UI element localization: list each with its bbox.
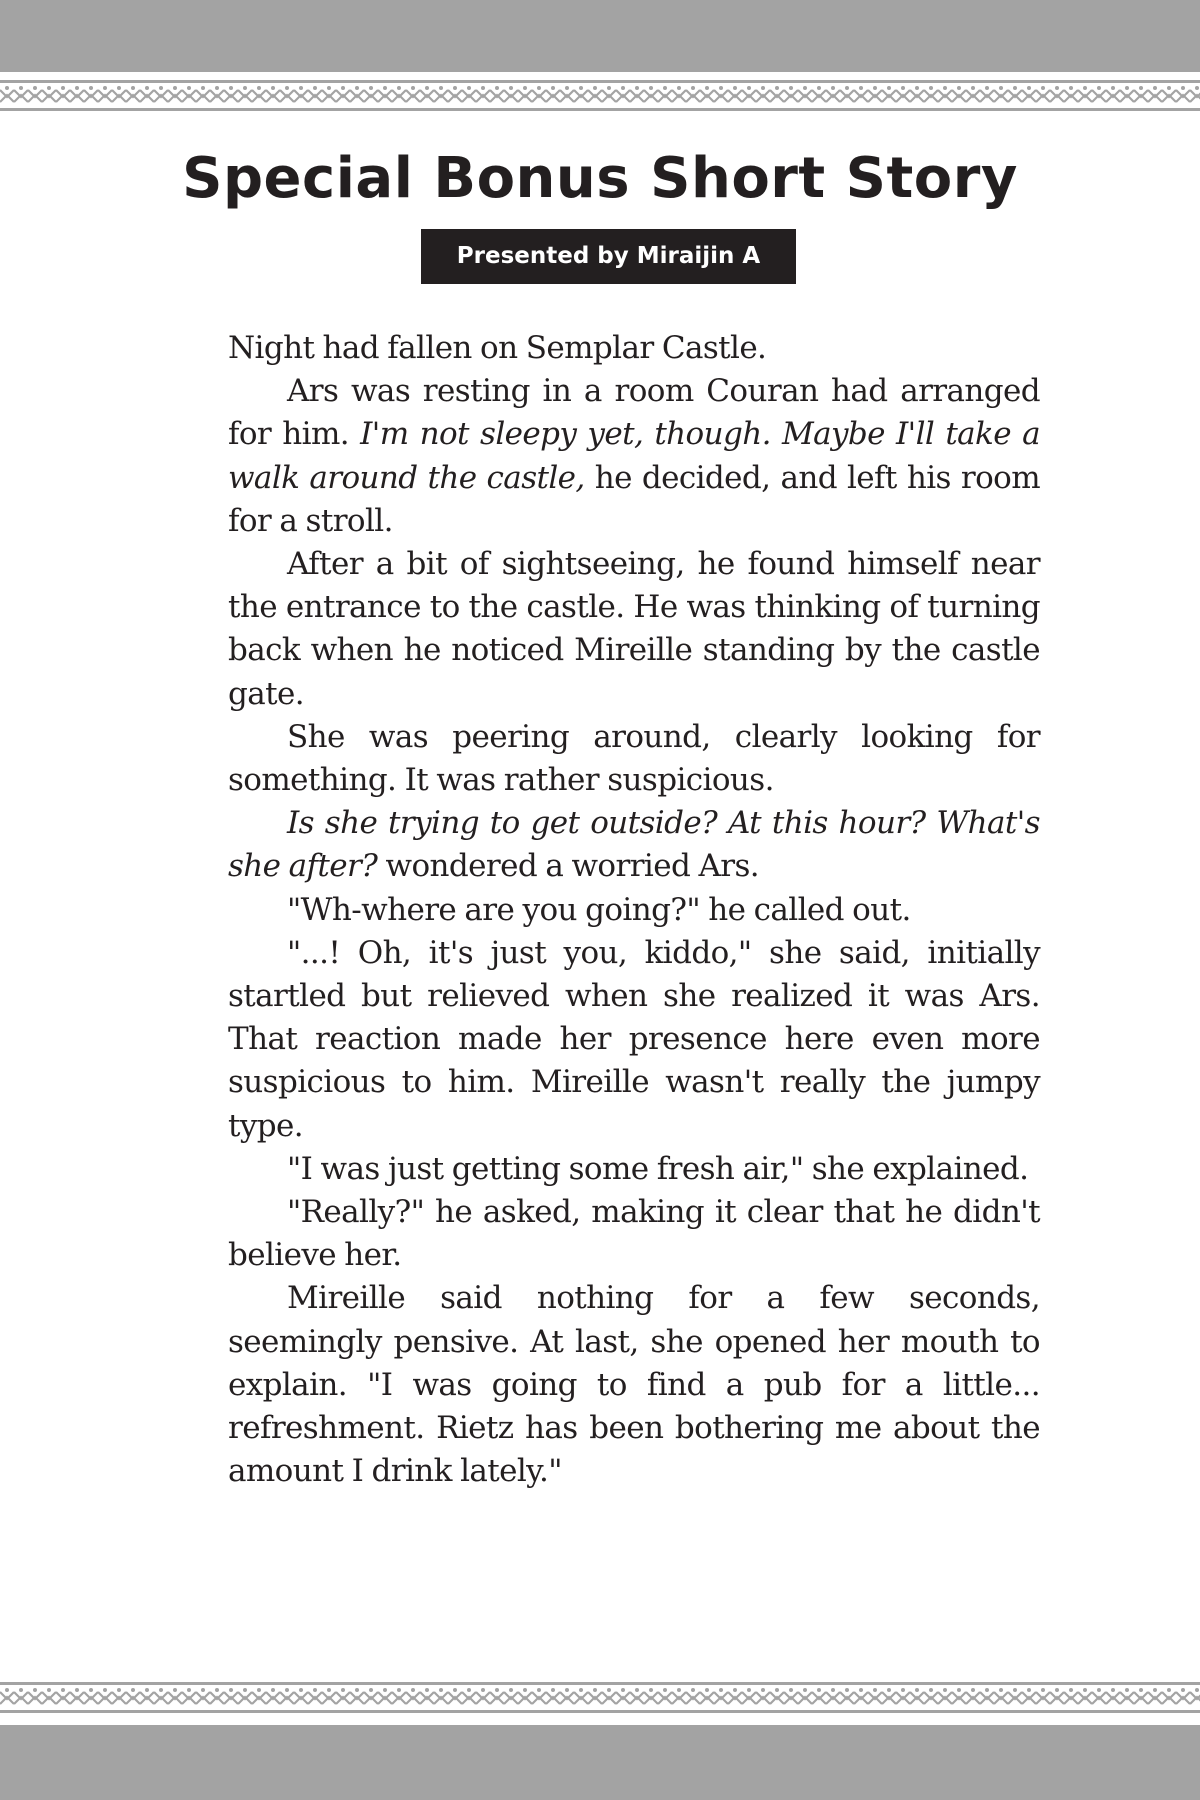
story-paragraph [228,802,1040,888]
bottom-border-band [0,1725,1200,1800]
story-paragraph: Night had fallen on Semplar Castle. [228,330,767,366]
author-byline-badge: Presented by Miraijin A [421,229,796,284]
story-paragraph: She was peering around, clearly looking for something. It was rather suspicious. [228,718,1040,799]
story-thought-italic: I'm not sleepy yet, though. Maybe I'll take a walk around the castle, [228,416,1040,496]
bottom-ornamental-border [0,1682,1200,1714]
story-thought-italic: Is she trying to get outside? At this hour? What's she after? [228,805,1040,885]
story-paragraph: "I was just getting some fresh air," she explained. [287,1150,1029,1187]
top-border-band [0,0,1200,72]
story-paragraph: "...! Oh, it's just you, kiddo," she said, initially startled but relieved when she realized it was Ars. That reaction made her presence here even more suspicious to him. Mireille wasn't really the jumpy type. [228,934,1040,1144]
story-paragraph: After a bit of sightseeing, he found himself near the entrance to the castle. He was thinking of turning back when he noticed Mireille standing by the castle gate. [228,546,1040,712]
top-gray-bar [0,0,1200,72]
story-paragraph: "Really?" he asked, making it clear that he didn't believe her. [228,1194,1040,1274]
story-paragraph: Mireille said nothing for a few seconds, seemingly pensive. At last, she opened her mouth to explain. "I was going to find a pub for a little... refreshment. Rietz has been bothering me about the amount I drink lately." [228,1280,1040,1490]
top-ornamental-border [0,80,1200,112]
story-paragraph: "Wh-where are you going?" he called out. [287,891,911,928]
story-text: Ars was resting in a room Couran had arranged for him. [228,373,1040,453]
story-body [228,327,1040,1493]
story-paragraph [228,370,1040,543]
story-text: wondered a worried Ars. [377,848,760,885]
bottom-gray-bar [0,1725,1200,1800]
page-title: Special Bonus Short Story [182,146,1018,211]
story-text: he decided, and left his room for a stroll. [228,459,1040,539]
